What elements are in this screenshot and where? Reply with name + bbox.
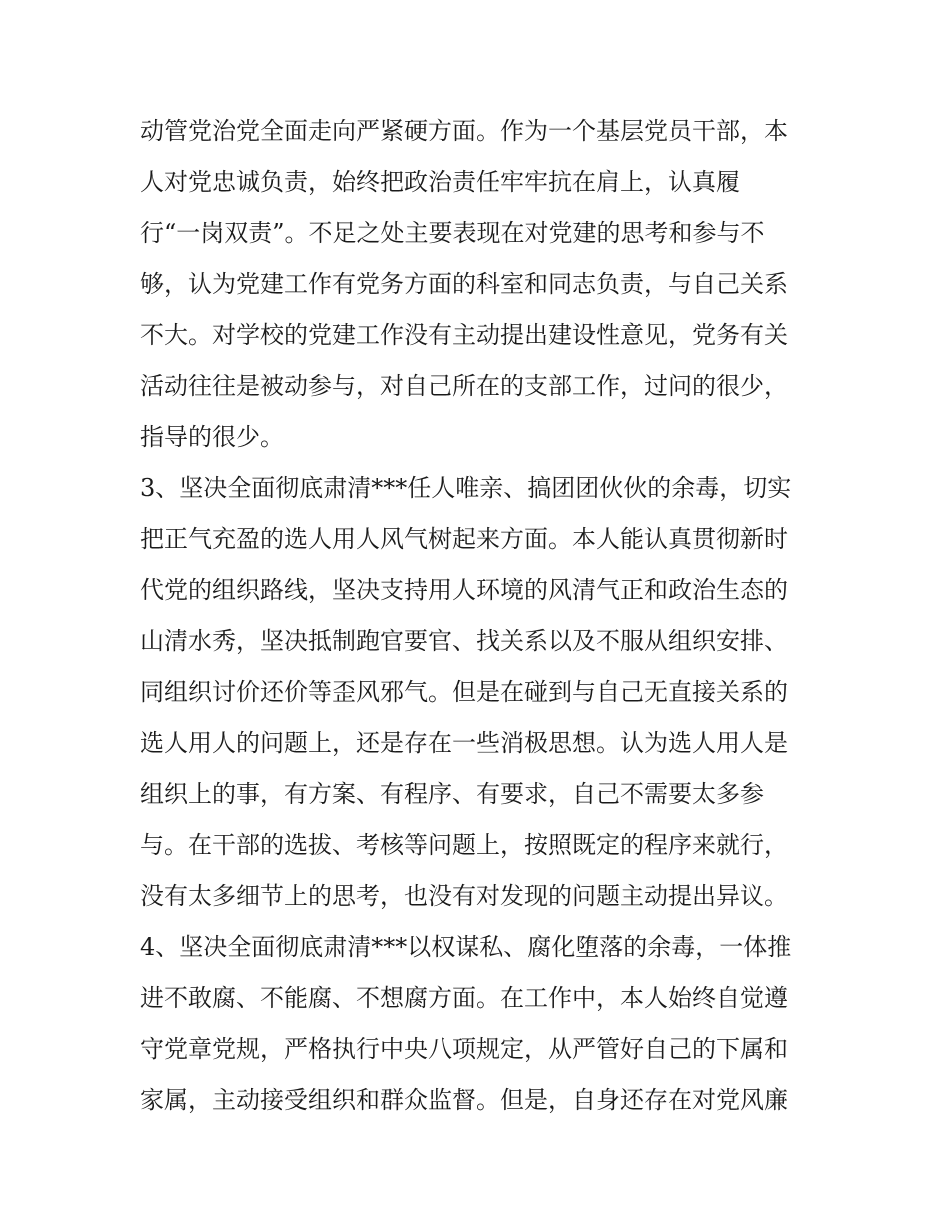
text-line-12: 同组织讨价还价等歪风邪气。但是在碰到与自己无直接关系的 xyxy=(140,678,788,706)
text-line-13: 选人用人的问题上，还是存在一些消极思想。认为选人用人是 xyxy=(140,729,788,757)
text-line-7: 指导的很少。 xyxy=(140,423,284,451)
text-line-10: 代党的组织路线，坚决支持用人环境的风清气正和政治生态的 xyxy=(140,576,788,604)
text-line-1: 动管党治党全面走向严紧硬方面。作为一个基层党员干部，本 xyxy=(140,117,788,145)
text-line-5: 不大。对学校的党建工作没有主动提出建设性意见，党务有关 xyxy=(140,321,788,349)
text-line-9: 把正气充盈的选人用人风气树起来方面。本人能认真贯彻新时 xyxy=(140,525,788,553)
text-line-16: 没有太多细节上的思考，也没有对发现的问题主动提出异议。 xyxy=(140,882,788,910)
body-text xyxy=(140,106,820,1126)
section-3-heading-line: 3、坚决全面彻底肃清***任人唯亲、搞团团伙伙的余毒，切实 xyxy=(140,474,792,502)
section-4-heading-line: 4、坚决全面彻底肃清***以权谋私、腐化堕落的余毒，一体推 xyxy=(140,933,792,961)
text-line-20: 家属，主动接受组织和群众监督。但是，自身还存在对党风廉 xyxy=(140,1086,788,1114)
text-line-18: 进不敢腐、不能腐、不想腐方面。在工作中，本人始终自觉遵 xyxy=(140,984,788,1012)
text-line-2: 人对党忠诚负责，始终把政治责任牢牢抗在肩上，认真履 xyxy=(140,168,740,196)
text-line-19: 守党章党规，严格执行中央八项规定，从严管好自己的下属和 xyxy=(140,1035,788,1063)
text-line-11: 山清水秀，坚决抵制跑官要官、找关系以及不服从组织安排、 xyxy=(140,627,788,655)
text-line-4: 够，认为党建工作有党务方面的科室和同志负责，与自己关系 xyxy=(140,270,788,298)
text-line-6: 活动往往是被动参与，对自己所在的支部工作，过问的很少， xyxy=(140,372,788,400)
text-line-3: 行“一岗双责”。不足之处主要表现在对党建的思考和参与不 xyxy=(140,219,765,247)
text-line-15: 与。在干部的选拔、考核等问题上，按照既定的程序来就行， xyxy=(140,831,788,859)
text-line-14: 组织上的事，有方案、有程序、有要求，自己不需要太多参 xyxy=(140,780,764,808)
